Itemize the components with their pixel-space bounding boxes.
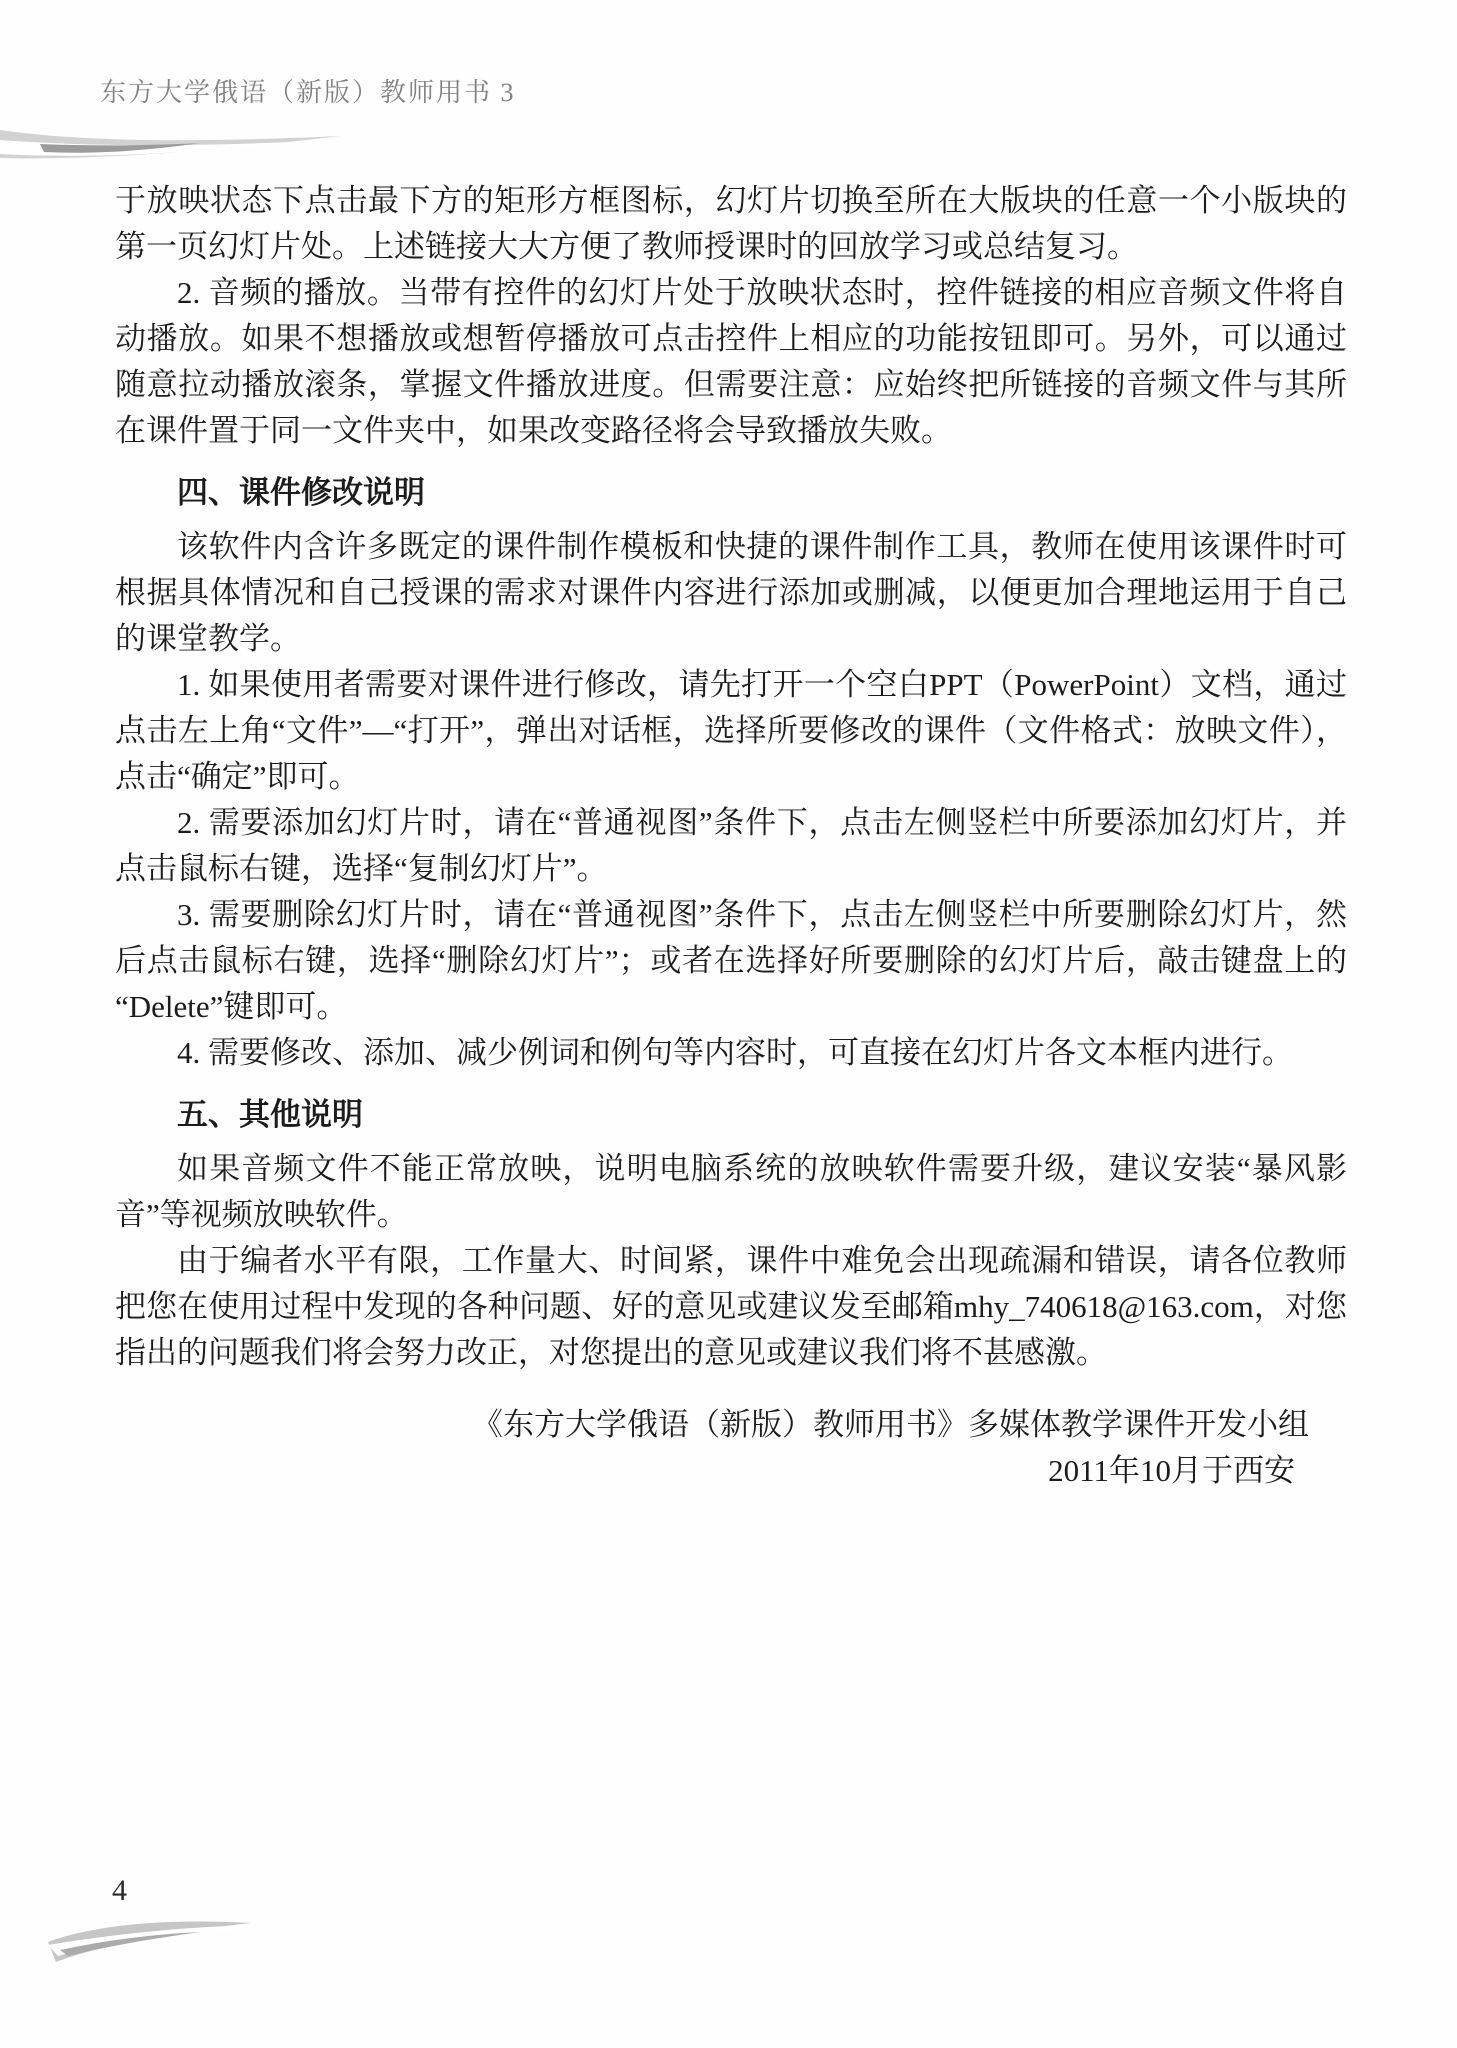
section-heading-courseware-modification: 四、课件修改说明 <box>177 475 425 510</box>
paragraph-modify-step4: 4. 需要修改、添加、减少例词和例句等内容时，可直接在幻灯片各文本框内进行。 <box>177 1035 1293 1070</box>
header-swoosh-decoration <box>0 116 345 172</box>
section-heading-other-notes: 五、其他说明 <box>177 1097 363 1132</box>
page-number: 4 <box>112 1874 127 1907</box>
paragraph-modify-step2: 2. 需要添加幻灯片时，请在“普通视图”条件下，点击左侧竖栏中所要添加幻灯片，并点击鼠标右键，选择“复制幻灯片”。 <box>115 805 1347 886</box>
page-body <box>115 178 1347 1494</box>
paragraph-modify-step1: 1. 如果使用者需要对课件进行修改，请先打开一个空白PPT（PowerPoint）文档，通过点击左上角“文件”—“打开”，弹出对话框，选择所要修改的课件（文件格式：放映文件），点击“确定”即可。 <box>115 667 1347 794</box>
paragraph-modify-intro: 该软件内含许多既定的课件制作模板和快捷的课件制作工具，教师在使用该课件时可根据具体情况和自己授课的需求对课件内容进行添加或删减，以便更加合理地运用于自己的课堂教学。 <box>115 529 1347 656</box>
paragraph-player-upgrade-note: 如果音频文件不能正常放映，说明电脑系统的放映软件需要升级，建议安装“暴风影音”等视频放映软件。 <box>115 1151 1347 1232</box>
footer-swoosh-decoration <box>46 1916 256 1968</box>
running-head: 东方大学俄语（新版）教师用书 3 <box>100 78 516 107</box>
paragraph-modify-step3: 3. 需要删除幻灯片时，请在“普通视图”条件下，点击左侧竖栏中所要删除幻灯片，然后点击鼠标右键，选择“删除幻灯片”；或者在选择好所要删除的幻灯片后，敲击键盘上的“Delete”键即可。 <box>115 897 1347 1024</box>
paragraph-feedback-note: 由于编者水平有限，工作量大、时间紧，课件中难免会出现疏漏和错误，请各位教师把您在使用过程中发现的各种问题、好的意见或建议发至邮箱mhy_740618@163.com，对您指出的问题我们将会努力改正，对您提出的意见或建议我们将不甚感激。 <box>115 1243 1347 1370</box>
paragraph-audio-playback: 2. 音频的播放。当带有控件的幻灯片处于放映状态时，控件链接的相应音频文件将自动播放。如果不想播放或想暂停播放可点击控件上相应的功能按钮即可。另外，可以通过随意拉动播放滚条，掌握文件播放进度。但需要注意：应始终把所链接的音频文件与其所在课件置于同一文件夹中，如果改变路径将会导致播放失败。 <box>115 275 1347 448</box>
signature-date-line: 2011年10月于西安 <box>1048 1453 1295 1488</box>
signature-block <box>115 1402 1347 1494</box>
paragraph-slide-link-continuation: 于放映状态下点击最下方的矩形方框图标，幻灯片切换至所在大版块的任意一个小版块的第一页幻灯片处。上述链接大大方便了教师授课时的回放学习或总结复习。 <box>115 183 1347 264</box>
signature-team-line: 《东方大学俄语（新版）教师用书》多媒体教学课件开发小组 <box>472 1407 1309 1442</box>
